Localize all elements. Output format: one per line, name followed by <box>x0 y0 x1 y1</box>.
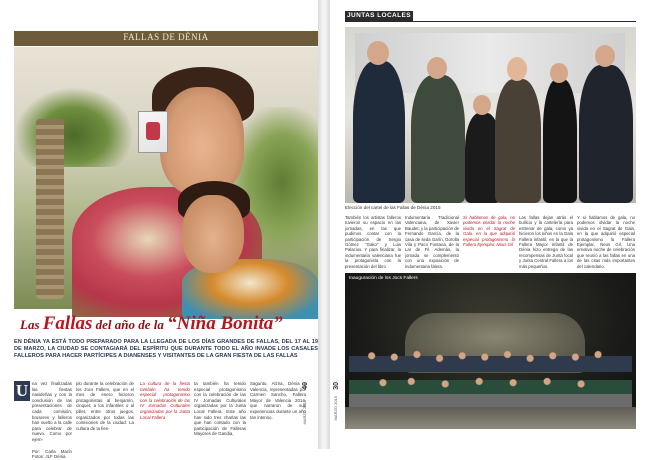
person-4-head <box>507 57 527 81</box>
headline-end: “Niña Bonita” <box>167 313 283 334</box>
fallera-face <box>160 87 244 195</box>
right-column-1: También los artistas falleros tuvieron su espacio en las jornadas, en las que pudimos contar con la participación de Sergio Gómez "Gako" y Luis Palacios. Y para finalizar, la indumentaria valenciana fue la protagonista con la presentación del libro <box>345 215 401 269</box>
person-5 <box>543 79 577 203</box>
page-folio-left <box>302 382 310 430</box>
pull-quote: La cultura de la fiesta también ha tenido especial protagonismo con la celebración de las IV Jornadas Culturales organizadas por la Junta Local Fallera <box>140 381 190 420</box>
pavement <box>345 407 636 429</box>
byline: Por: Carla Marín Fotos: JLF Dénia <box>32 448 72 460</box>
body-column-5: Sagunto, Alzira, Dénia y Valencia, representadas por Carmen Sancho, Fallera Mayor de Valencia 2014, que narraron de sus experiencias durante un año tan intenso. <box>250 381 306 420</box>
article-headline <box>20 313 320 335</box>
body-column-4: ta también ha tenido especial protagonismo con la celebración de las IV Jornadas Culturales organizadas por la Junta Local Fallera. Este año han sido tres charlas las que han contado con la participación de Falleras Mayores de Gandia, <box>194 381 246 437</box>
right-column-5: Y si hablamos de gala, no podemos olvidar la noche vivida en el Sagrat de Gala, en la que adquirió especial protagonismo la Fallera Ejemplar, Neus Gil. Una emotiva noche de celebración que reunió a las fallas en una de las citas más importantes del calendario. <box>577 215 635 269</box>
poster-artwork <box>146 122 160 140</box>
section-title: FALLAS DE DÈNIA <box>123 32 209 42</box>
page-gutter <box>318 0 330 449</box>
body-column-2: plo durante la celebración de los Jocs Fallers, que en el mes de enero hicieron protagonistas al benjamín, cinquet, a los infantiles o al pillet, entre otros juegos, organizados por todas las comisiones de la ciudad. La cultura de la fies- <box>76 381 134 431</box>
page-number: 30 <box>333 382 340 390</box>
photo-caption-1: Elección del cartel de las Fallas de Dénia 2015 <box>345 205 441 210</box>
poster-presentation-photo <box>345 27 636 203</box>
drop-cap: U <box>15 381 29 400</box>
folio-label: MARZO 2015 <box>333 396 338 421</box>
article-lead: EN DÈNIA YA ESTÁ TODO PREPARADO PARA LA LLEGADA DE LOS DÍAS GRANDES DE FALLAS, DEL 17 AL 19 DE MARZO, LA CIUDAD SE CONTAGIARÁ DEL ESPÍRITU QUE DURANTE TODO EL AÑO INVADE LOS CASALES FALLEROS PARA HACER PARTÍCIPES A DIANENSES Y VISITANTES DE LA GRAN FIESTA DE LAS FALLAS <box>14 339 318 359</box>
person-1 <box>353 61 405 203</box>
person-6 <box>579 65 633 203</box>
group-of-falleros <box>349 343 632 407</box>
body-column-1-text: na vez finalizadas las fiestas navideñas y con la conclusión de las presentaciones de cada comisión, bruseres y falleros han vuelto a la calle para celebrar de nuevo. Como por ejem- <box>32 381 72 442</box>
palm-trunk <box>36 119 64 299</box>
photo-caption-2: Inauguración de los Jocs Fallers <box>349 276 418 281</box>
folio-label: MARZO 2015 <box>302 400 307 425</box>
person-2 <box>411 75 465 203</box>
person-6-head <box>595 45 615 67</box>
headline-middle: del año de la <box>92 317 168 332</box>
section-title: JUNTAS LOCALES <box>347 12 411 19</box>
right-column-2: Indumentaria Tradicional Valenciana, de Xavier Baudet, y la participación de Fernando García, de la casa de seda Garín, Gorolla Vila y Paco Fontana, de la Lar de Fil. Además, la jornada se complementó con una exposición de indumentaria falera. <box>405 215 459 269</box>
girl-face <box>182 195 244 273</box>
section-rule <box>345 21 636 22</box>
section-header-tab <box>345 11 413 21</box>
person-5-head <box>550 63 568 83</box>
fallera-portrait-photo <box>14 47 318 309</box>
section-header-bar <box>14 31 318 46</box>
headline-main: Fallas <box>42 313 93 334</box>
body-column-1 <box>32 381 72 460</box>
page-number: 40 <box>302 382 309 390</box>
right-column-4: Las fallas dejan atrás el bullicio y la cartelería para estrenar de gala, como ya hicieron los niños en la Gala Fallera infantil, en la que la Fallera Mayor Infantil de Dénia hizo entrega de las recompensas de Junta local y Junta Central Fallera a los más pequeños. <box>519 215 573 269</box>
headline-prefix: Las <box>20 317 43 332</box>
right-pull-quote: Si hablamos de gala, no podemos olvidar la noche vivida en el Sagrat de Gala, en la que adquirió especial protagonismo la Fallera Ejemplar, Neus Gil <box>463 215 515 248</box>
person-4 <box>495 79 541 203</box>
page-folio-right <box>332 382 342 430</box>
person-2-head <box>427 57 447 79</box>
fallas-poster <box>138 111 168 153</box>
person-1-head <box>367 41 389 65</box>
person-3-head <box>473 95 491 115</box>
palm-leaves <box>14 87 134 167</box>
jocs-fallers-group-photo <box>345 273 636 429</box>
